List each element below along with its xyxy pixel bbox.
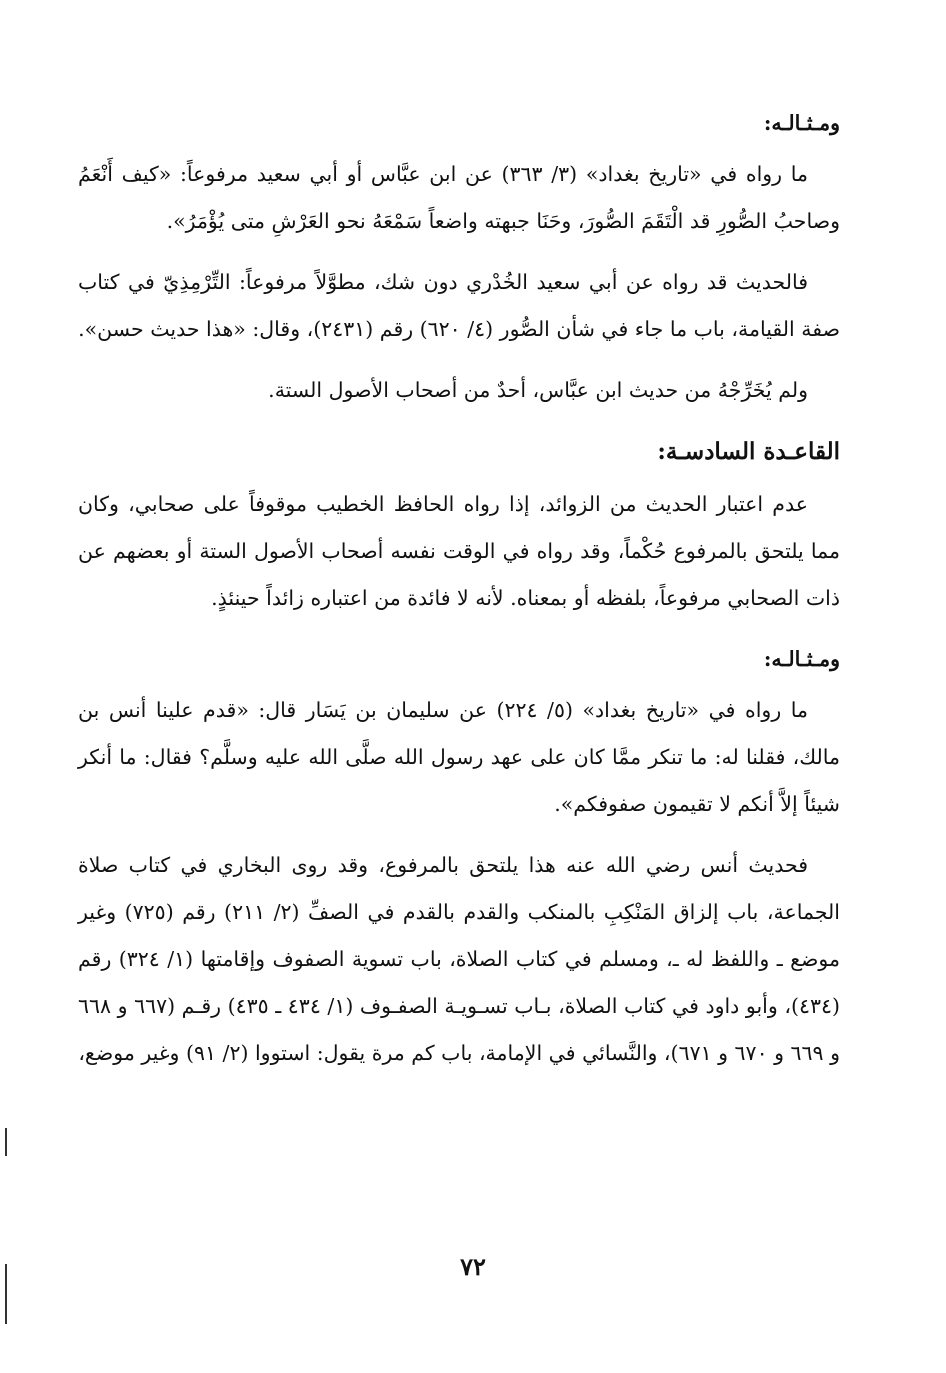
paragraph: عدم اعتبار الحديث من الزوائد، إذا رواه الحافظ الخطيب موقوفاً على صحابي، وكان مما يلتحق بالمرفوع حُكْماً، وقد رواه في الوقت نفسه أصحاب الأصول الستة أو بعضهم عن ذات الصحابي مرفوعاً، بلفظه أو بمعناه. لأنه لا فائدة من اعتباره زائداً حينئذٍ. [78,492,840,610]
paragraph: فحديث أنس رضي الله عنه هذا يلتحق بالمرفوع، وقد روى البخاري في كتاب صلاة الجماعة، باب إلزاق المَنْكِبِ بالمنكب والقدم بالقدم في الصفِّ (٢/ ٢١١) رقم (٧٢٥) وغير موضع ـ واللفظ له ـ، ومسلم في كتاب الصلاة، باب تسوية الصفوف وإقامتها (١/ ٣٢٤) رقم (٤٣٤)، وأبو داود في كتاب الصلاة، بـاب تسـويـة الصفـوف (١/ ٤٣٤ ـ ٤٣٥) رقـم (٦٦٧ و ٦٦٨ و ٦٦٩ و ٦٧٠ و ٦٧١)، والنَّسائي في الإمامة، باب كم مرة يقول: استووا (٢/ ٩١) وغير موضع، [78,853,840,1065]
example-label: ومـثـالـه: [763,647,840,671]
page-number: ٧٢ [460,1252,486,1281]
scan-edge-mark [5,1264,7,1324]
example-label: ومـثـالـه: [763,111,840,135]
section-heading: القاعـدة السادسـة: [657,438,840,465]
paragraph: ما رواه في «تاريخ بغداد» (٥/ ٢٢٤) عن سليمان بن يَسَار قال: «قدم علينا أنس بن مالك، فقلنا له: ما تنكر ممَّا كان على عهد رسول الله صلَّى الله عليه وسلَّم؟ فقال: ما أنكر شيئاً إلاَّ أنكم لا تقيمون صفوفكم». [78,698,840,816]
paragraph: ما رواه في «تاريخ بغداد» (٣/ ٣٦٣) عن ابن عبَّاس أو أبي سعيد مرفوعاً: «كيف أَنْعَمُ وصاحبُ الصُّورِ قد الْتَقَمَ الصُّورَ، وحَنَا جبهته واضعاً سَمْعَهُ نحو العَرْشِ متى يُؤْمَرُ». [78,162,840,233]
paragraph: ولم يُخَرِّجْهُ من حديث ابن عبَّاس، أحدٌ من أصحاب الأصول الستة. [268,378,808,402]
page-body [78,100,840,1091]
scan-edge-mark [5,1128,7,1156]
paragraph: فالحديث قد رواه عن أبي سعيد الخُدْري دون شك، مطوَّلاً مرفوعاً: التِّرْمِذِيّ في كتاب صفة القيامة، باب ما جاء في شأن الصُّور (٤/ ٦٢٠) رقم (٢٤٣١)، وقال: «هذا حديث حسن». [78,270,840,341]
